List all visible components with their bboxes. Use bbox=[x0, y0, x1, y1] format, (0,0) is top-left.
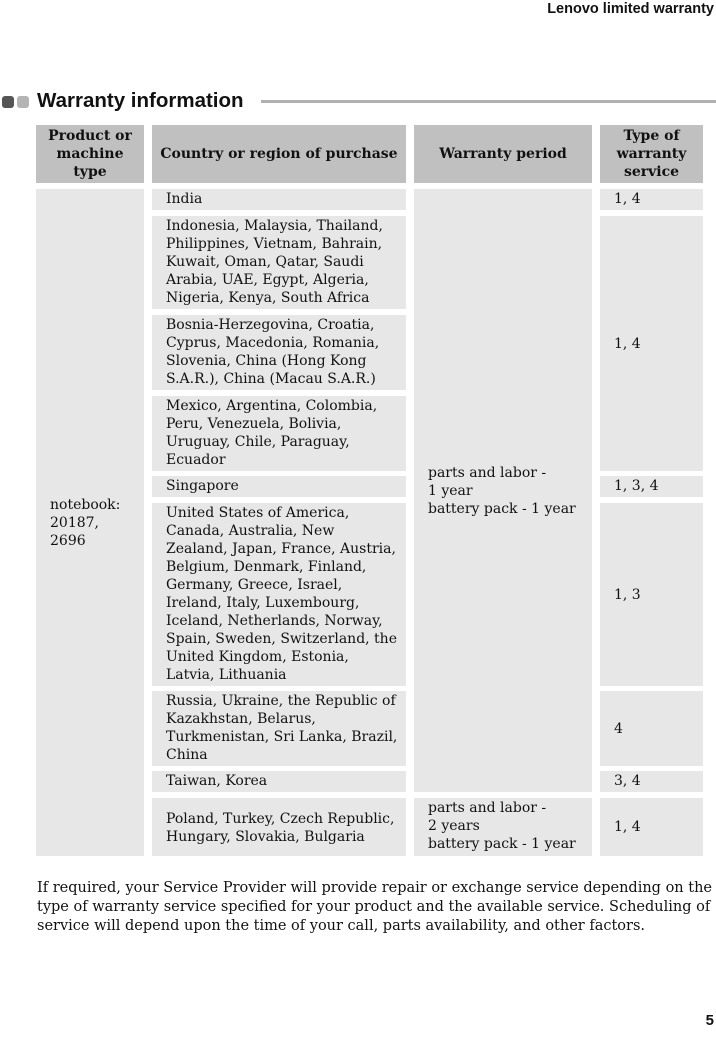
service-cell bbox=[600, 798, 703, 856]
service-text: 4 bbox=[614, 720, 623, 737]
page-number: 5 bbox=[705, 1012, 714, 1029]
service-cell bbox=[600, 691, 703, 766]
dark-square-bullet-icon bbox=[2, 96, 14, 108]
period-cell-1-year bbox=[414, 189, 592, 792]
period-line: 2 years bbox=[428, 818, 480, 834]
service-cell: 1, 3, 4 bbox=[600, 476, 703, 497]
section-heading bbox=[0, 88, 716, 114]
country-cell-russia-cis: Russia, Ukraine, the Republic of Kazakhstan, Belarus, Turkmenistan, Sri Lanka, Brazil, China bbox=[152, 691, 406, 766]
country-cell-latin-america: Mexico, Argentina, Colombia, Peru, Venezuela, Bolivia, Uruguay, Chile, Paraguay, Ecuador bbox=[152, 396, 406, 471]
service-text: 1, 3 bbox=[614, 586, 641, 603]
service-text: 1, 4 bbox=[614, 335, 641, 352]
period-line: parts and labor - bbox=[428, 464, 547, 481]
heading-rule bbox=[261, 100, 716, 103]
period-line: 1 year bbox=[428, 482, 473, 499]
country-cell-europe-china-sar: Bosnia-Herzegovina, Croatia, Cyprus, Macedonia, Romania, Slovenia, China (Hong Kong S.A.R.), China (Macau S.A.R.) bbox=[152, 315, 406, 390]
product-text: notebook: 20187, 2696 bbox=[50, 496, 121, 549]
header-country: Country or region of purchase bbox=[152, 125, 406, 183]
light-square-bullet-icon bbox=[17, 96, 29, 108]
period-line: parts and labor - bbox=[428, 800, 547, 816]
header-period: Warranty period bbox=[414, 125, 592, 183]
country-cell-singapore: Singapore bbox=[152, 476, 406, 497]
product-cell bbox=[36, 189, 144, 856]
service-cell: 1, 4 bbox=[600, 189, 703, 210]
period-cell-2-years bbox=[414, 798, 592, 856]
running-header: Lenovo limited warranty bbox=[547, 1, 714, 17]
country-cell-us-europe: United States of America, Canada, Australia, New Zealand, Japan, France, Austria, Belgium, Denmark, Finland, Germany, Greece, Israel, Ireland, Italy, Luxembourg, Iceland, Netherlands, Norway, Spain, Sweden, Switzerland, the United Kingdom, Estonia, Latvia, Lithuania bbox=[152, 503, 406, 686]
country-cell-asia-middle-east-africa: Indonesia, Malaysia, Thailand, Philippines, Vietnam, Bahrain, Kuwait, Oman, Qatar, Saudi Arabia, UAE, Egypt, Algeria, Nigeria, Kenya, South Africa bbox=[152, 216, 406, 309]
section-title: Warranty information bbox=[37, 89, 244, 112]
service-cell: 3, 4 bbox=[600, 771, 703, 792]
service-text: 1, 4 bbox=[614, 819, 641, 835]
service-cell bbox=[600, 503, 703, 686]
footnote-paragraph: If required, your Service Provider will provide repair or exchange service depending on the type of warranty service specified for your product and the available service. Scheduling of service will depend upon the time of your call, parts availability, and other factors. bbox=[37, 880, 712, 934]
period-line: battery pack - 1 year bbox=[428, 500, 576, 517]
country-cell-taiwan-korea: Taiwan, Korea bbox=[152, 771, 406, 792]
country-cell-india: India bbox=[152, 189, 406, 210]
country-text-eastern-europe: Poland, Turkey, Czech Republic, Hungary, Slovakia, Bulgaria bbox=[166, 810, 395, 845]
header-product: Product or machine type bbox=[36, 125, 144, 183]
service-cell bbox=[600, 216, 703, 471]
header-service: Type of warranty service bbox=[600, 125, 703, 183]
period-line: battery pack - 1 year bbox=[428, 836, 576, 852]
country-cell-eastern-europe bbox=[152, 798, 406, 856]
